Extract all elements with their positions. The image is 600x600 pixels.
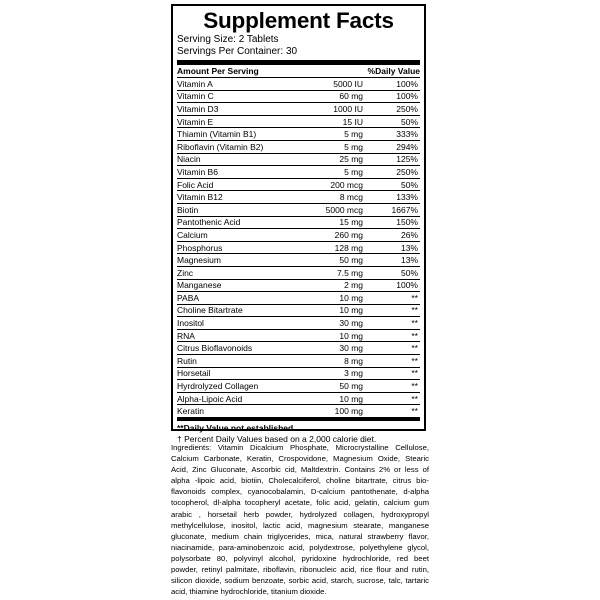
nutrient-amount: 30 mg (339, 318, 363, 329)
nutrient-name: Manganese (177, 280, 222, 291)
table-row (177, 267, 420, 280)
nutrient-name: Pantothenic Acid (177, 217, 241, 228)
nutrient-name: Rutin (177, 355, 197, 366)
nutrient-amount: 5 mg (344, 166, 363, 177)
table-row (177, 330, 420, 343)
table-row (177, 78, 420, 91)
nutrient-name: Alpha-Lipoic Acid (177, 393, 243, 404)
nutrient-daily-value: 13% (400, 255, 418, 266)
footnote-calorie-diet: † Percent Daily Values based on a 2,000 calorie diet. (177, 434, 377, 445)
table-row (177, 317, 420, 330)
nutrient-amount: 3 mg (344, 368, 363, 379)
nutrient-daily-value: ** (411, 368, 418, 379)
table-row (177, 242, 420, 255)
nutrient-table (177, 78, 420, 421)
nutrient-name: Magnesium (177, 255, 221, 266)
nutrient-name: Keratin (177, 406, 204, 417)
nutrient-name: Horsetail (177, 368, 211, 379)
nutrient-amount: 60 mg (339, 91, 363, 102)
nutrient-name: Riboflavin (Vitamin B2) (177, 141, 264, 152)
table-row (177, 116, 420, 129)
nutrient-name: Biotin (177, 204, 199, 215)
daily-value-header: %Daily Value (367, 66, 420, 76)
nutrient-daily-value: 294% (396, 141, 418, 152)
amount-header: Amount Per Serving (177, 66, 259, 76)
nutrient-name: PABA (177, 292, 200, 303)
nutrient-daily-value: ** (411, 318, 418, 329)
table-row (177, 166, 420, 179)
nutrient-amount: 50 mg (339, 381, 363, 392)
nutrient-daily-value: 50% (400, 179, 418, 190)
nutrient-amount: 10 mg (339, 292, 363, 303)
nutrient-name: Phosphorus (177, 242, 223, 253)
nutrient-daily-value: ** (411, 393, 418, 404)
panel-title: Supplement Facts (203, 8, 394, 33)
table-row (177, 217, 420, 230)
nutrient-amount: 7.5 mg (337, 267, 363, 278)
nutrient-name: Folic Acid (177, 179, 214, 190)
table-row (177, 103, 420, 116)
table-row (177, 91, 420, 104)
nutrient-amount: 15 IU (342, 116, 363, 127)
nutrient-daily-value: 100% (396, 91, 418, 102)
nutrient-name: Citrus Bioflavonoids (177, 343, 253, 354)
nutrient-name: Vitamin C (177, 91, 214, 102)
nutrient-name: Hyrdrolyzed Collagen (177, 381, 259, 392)
table-row (177, 405, 420, 418)
table-row (177, 191, 420, 204)
table-row (177, 305, 420, 318)
ingredients-text: Ingredients: Vitamin Dicalcium Phosphate, Microcrystalline Cellulose, Calcium Carbonate, Keratin, Crospovidone, Magnesium Oxide, Stearic Acid, Zinc Gluconate, Ascorbic cid, Maltdextrin. Contains 2% or less of alpha -lipoic acid, biotiin, Cholecalciferol, choline bitartrate, citrus bio-flavonoids complex, cyanocobalamin, D-calcium pantothenate, d-alpha tocopherol, dl-alpha tocopheryl acetate, folic acid, gelatin, calcium gum arabic , horsetail herb powder, hydrolyzed collagen, hydroxypropyl methylcellulose, inositol, lactic acid, magnesium stearate, manganese gluconate, medium chain triglycerides, mica, natural strawberry flavor, niacinamide, para-aminobenzoic acid, polydextrose, polyethylene glycol, polysorbate 80, polyvinyl alcohol, pyridoxine hydrochloride, red beet powder, retinyl palmitate, riboflavin, ribonucleic acid, rice flour and rutin, silicon dioxide, sodium benzoate, sorbic acid, starch, sucrose, talc, tartaric acid, thiamine hydrochloride, titanium dioxide. (171, 443, 429, 597)
nutrient-name: RNA (177, 330, 195, 341)
nutrient-amount: 200 mcg (330, 179, 363, 190)
nutrient-amount: 30 mg (339, 343, 363, 354)
nutrient-name: Zinc (177, 267, 194, 278)
nutrient-amount: 260 mg (334, 229, 363, 240)
nutrient-name: Inositol (177, 318, 204, 329)
nutrient-amount: 2 mg (344, 280, 363, 291)
nutrient-name: Vitamin E (177, 116, 214, 127)
nutrient-amount: 8 mcg (339, 192, 363, 203)
nutrient-amount: 10 mg (339, 330, 363, 341)
table-row (177, 141, 420, 154)
table-row (177, 204, 420, 217)
table-row (177, 179, 420, 192)
nutrient-name: Niacin (177, 154, 201, 165)
serving-size: Serving Size: 2 Tablets (177, 34, 279, 45)
nutrient-amount: 1000 IU (333, 103, 363, 114)
table-row (177, 280, 420, 293)
supplement-facts-panel (171, 4, 426, 445)
nutrient-name: Vitamin B12 (177, 192, 223, 203)
table-row (177, 154, 420, 167)
nutrient-daily-value: 100% (396, 280, 418, 291)
nutrient-daily-value: 133% (396, 192, 418, 203)
table-row (177, 380, 420, 393)
table-row (177, 393, 420, 406)
nutrient-amount: 25 mg (339, 154, 363, 165)
nutrient-name: Thiamin (Vitamin B1) (177, 129, 257, 140)
nutrient-name: Vitamin B6 (177, 166, 218, 177)
table-row (177, 128, 420, 141)
table-row (177, 254, 420, 267)
nutrient-amount: 5000 IU (333, 78, 363, 89)
table-row (177, 368, 420, 381)
nutrient-amount: 128 mg (334, 242, 363, 253)
table-row (177, 342, 420, 355)
nutrient-amount: 15 mg (339, 217, 363, 228)
nutrient-daily-value: 100% (396, 78, 418, 89)
nutrient-daily-value: 333% (396, 129, 418, 140)
nutrient-name: Vitamin D3 (177, 103, 219, 114)
nutrient-daily-value: 250% (396, 103, 418, 114)
nutrient-daily-value: 26% (400, 229, 418, 240)
nutrient-name: Calcium (177, 229, 208, 240)
nutrient-name: Choline Bitartrate (177, 305, 243, 316)
nutrient-name: Vitamin A (177, 78, 213, 89)
nutrient-daily-value: ** (411, 305, 418, 316)
nutrient-amount: 5 mg (344, 129, 363, 140)
footnote-dv-not-established: **Daily Value not established. (177, 423, 296, 434)
nutrient-amount: 8 mg (344, 355, 363, 366)
nutrient-daily-value: 125% (396, 154, 418, 165)
nutrient-daily-value: ** (411, 330, 418, 341)
nutrient-daily-value: 50% (400, 267, 418, 278)
nutrient-amount: 5000 mcg (325, 204, 363, 215)
nutrient-daily-value: 1667% (391, 204, 418, 215)
nutrient-daily-value: ** (411, 292, 418, 303)
nutrient-amount: 5 mg (344, 141, 363, 152)
table-row (177, 355, 420, 368)
table-row (177, 229, 420, 242)
nutrient-amount: 50 mg (339, 255, 363, 266)
nutrient-amount: 100 mg (334, 406, 363, 417)
nutrient-daily-value: ** (411, 406, 418, 417)
nutrient-daily-value: ** (411, 355, 418, 366)
nutrient-daily-value: ** (411, 343, 418, 354)
servings-per-container: Servings Per Container: 30 (177, 46, 298, 57)
nutrient-amount: 10 mg (339, 393, 363, 404)
nutrient-daily-value: 50% (400, 116, 418, 127)
nutrient-daily-value: 13% (400, 242, 418, 253)
nutrient-daily-value: 250% (396, 166, 418, 177)
table-header (177, 65, 420, 78)
table-row (177, 292, 420, 305)
nutrient-amount: 10 mg (339, 305, 363, 316)
nutrient-daily-value: ** (411, 381, 418, 392)
nutrient-daily-value: 150% (396, 217, 418, 228)
